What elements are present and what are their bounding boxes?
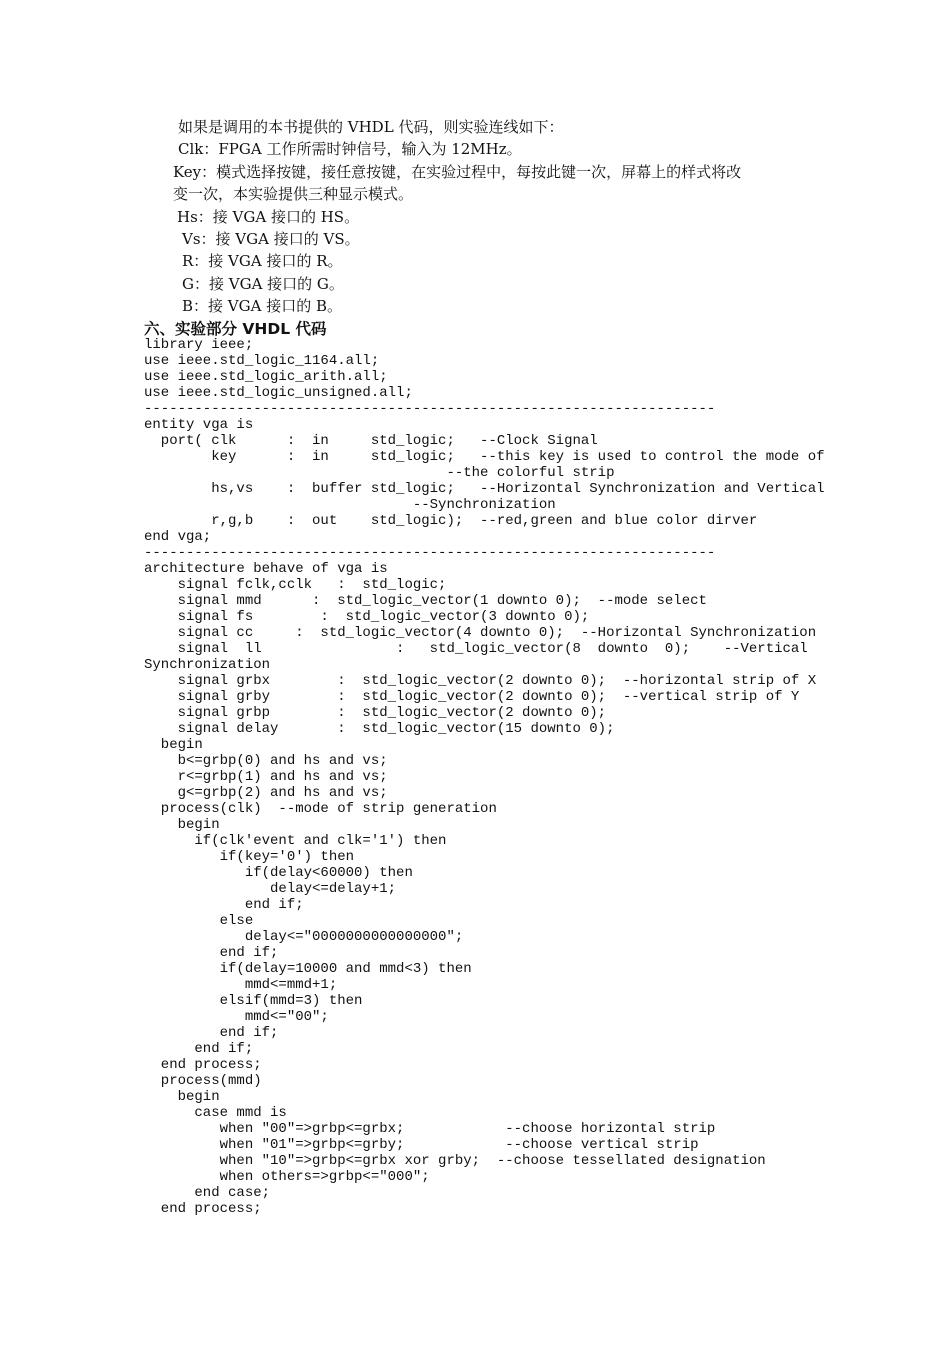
code-line: signal ll : std_logic_vector(8 downto 0); --Vertical [144, 641, 808, 657]
code-line: when "00"=>grbp<=grbx; --choose horizontal strip [144, 1121, 716, 1137]
code-line: when "01"=>grbp<=grby; --choose vertical strip [144, 1137, 699, 1153]
code-line: end process; [144, 1057, 262, 1073]
code-line: end vga; [144, 529, 212, 545]
code-line: end if; [144, 945, 279, 961]
code-line: signal cc : std_logic_vector(4 downto 0); --Horizontal Synchronization [144, 625, 817, 641]
code-line: signal fclk,cclk : std_logic; [144, 577, 447, 593]
wiring-description [0, 116, 952, 318]
intro-line-hs: Hs：接 VGA 接口的 HS。 [177, 207, 360, 226]
code-line: if(delay=10000 and mmd<3) then [144, 961, 472, 977]
intro-line: 如果是调用的本书提供的 VHDL 代码，则实验连线如下： [178, 118, 564, 136]
intro-line-r: R：接 VGA 接口的 R。 [182, 252, 343, 271]
code-line: signal grbx : std_logic_vector(2 downto 0); --horizontal strip of X [144, 673, 817, 689]
code-line: delay<="0000000000000000"; [144, 929, 464, 945]
code-line: signal fs : std_logic_vector(3 downto 0); [144, 609, 590, 625]
code-line: process(mmd) [144, 1073, 262, 1089]
intro-line-b: B：接 VGA 接口的 B。 [182, 297, 342, 316]
code-line: end case; [144, 1185, 271, 1201]
code-line: use ieee.std_logic_1164.all; [144, 353, 380, 369]
code-line: b<=grbp(0) and hs and vs; [144, 753, 388, 769]
code-line: case mmd is [144, 1105, 287, 1121]
code-line: library ieee; [144, 337, 254, 353]
code-line: r,g,b : out std_logic); --red,green and blue color dirver [144, 513, 758, 529]
intro-line-g: G：接 VGA 接口的 G。 [182, 274, 344, 293]
code-line: begin [144, 737, 203, 753]
code-line: port( clk : in std_logic; --Clock Signal [144, 433, 598, 449]
intro-line-key-cont: 变一次，本实验提供三种显示模式。 [173, 185, 414, 204]
intro-line-clk: Clk：FPGA 工作所需时钟信号，输入为 12MHz。 [178, 140, 522, 159]
code-line: r<=grbp(1) and hs and vs; [144, 769, 388, 785]
code-line: use ieee.std_logic_unsigned.all; [144, 385, 413, 401]
code-line: elsif(mmd=3) then [144, 993, 363, 1009]
code-line: end if; [144, 1025, 279, 1041]
code-line: when others=>grbp<="000"; [144, 1169, 430, 1185]
code-line: end process; [144, 1201, 262, 1217]
code-line: key : in std_logic; --this key is used to control the mode of [144, 449, 825, 465]
code-line: else [144, 913, 254, 929]
code-line: --Synchronization [144, 497, 556, 513]
code-line: --the colorful strip [144, 465, 615, 481]
section-heading: 六、实验部分 VHDL 代码 [144, 320, 327, 338]
code-line: signal delay : std_logic_vector(15 downto 0); [144, 721, 615, 737]
code-line: hs,vs : buffer std_logic; --Horizontal Synchronization and Vertical [144, 481, 825, 497]
code-line: if(delay<60000) then [144, 865, 413, 881]
code-line: use ieee.std_logic_arith.all; [144, 369, 388, 385]
code-line: entity vga is [144, 417, 254, 433]
code-line: mmd<="00"; [144, 1009, 329, 1025]
code-line: architecture behave of vga is [144, 561, 388, 577]
code-line: signal grbp : std_logic_vector(2 downto 0); [144, 705, 607, 721]
code-line: if(clk'event and clk='1') then [144, 833, 447, 849]
code-line: begin [144, 1089, 220, 1105]
code-line: g<=grbp(2) and hs and vs; [144, 785, 388, 801]
code-line: -------------------------------------------------------------------- [144, 545, 716, 561]
code-line: if(key='0') then [144, 849, 355, 865]
code-line: process(clk) --mode of strip generation [144, 801, 497, 817]
code-line: -------------------------------------------------------------------- [144, 401, 716, 417]
intro-line-vs: Vs：接 VGA 接口的 VS。 [182, 230, 360, 249]
intro-line-key: Key：模式选择按键，接任意按键，在实验过程中，每按此键一次，屏幕上的样式将改 [173, 162, 742, 181]
code-line: delay<=delay+1; [144, 881, 397, 897]
code-line: end if; [144, 897, 304, 913]
vhdl-code-block [144, 337, 825, 1217]
code-line: Synchronization [144, 657, 271, 673]
code-line: end if; [144, 1041, 254, 1057]
code-line: begin [144, 817, 220, 833]
code-line: signal grby : std_logic_vector(2 downto 0); --vertical strip of Y [144, 689, 800, 705]
code-line: mmd<=mmd+1; [144, 977, 338, 993]
code-line: signal mmd : std_logic_vector(1 downto 0); --mode select [144, 593, 707, 609]
code-line: when "10"=>grbp<=grbx xor grby; --choose tessellated designation [144, 1153, 766, 1169]
